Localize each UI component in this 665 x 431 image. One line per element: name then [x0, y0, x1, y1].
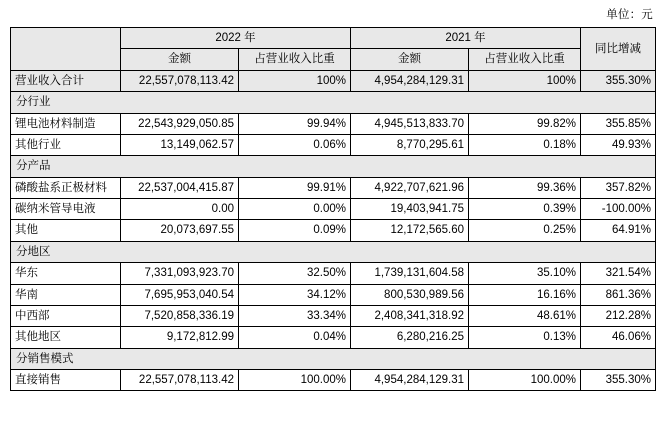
- row-label: 其他地区: [11, 327, 121, 348]
- header-cell-amount-2021: 金额: [351, 49, 469, 70]
- row-label: 中西部: [11, 305, 121, 326]
- table-section-row: [11, 348, 656, 369]
- row-label: 磷酸盐系正极材料: [11, 177, 121, 198]
- row-label: 其他行业: [11, 134, 121, 155]
- cell-ratio-2022: 99.91%: [239, 177, 351, 198]
- table-body: [11, 70, 656, 391]
- table-section-row: [11, 92, 656, 113]
- cell-yoy: 64.91%: [581, 220, 656, 241]
- cell-amount-2022: 22,543,929,050.85: [121, 113, 239, 134]
- cell-amount-2022: 7,695,953,040.54: [121, 284, 239, 305]
- cell-amount-2022: 7,331,093,923.70: [121, 263, 239, 284]
- cell-amount-2022: 22,557,078,113.42: [121, 70, 239, 91]
- cell-ratio-2021: 48.61%: [469, 305, 581, 326]
- cell-ratio-2021: 99.36%: [469, 177, 581, 198]
- cell-ratio-2021: 16.16%: [469, 284, 581, 305]
- cell-amount-2021: 1,739,131,604.58: [351, 263, 469, 284]
- cell-yoy: 355.30%: [581, 70, 656, 91]
- header-cell-ratio-2021: 占营业收入比重: [469, 49, 581, 70]
- cell-amount-2022: 22,557,078,113.42: [121, 370, 239, 391]
- table-row: [11, 113, 656, 134]
- cell-amount-2021: 6,280,216.25: [351, 327, 469, 348]
- cell-yoy: 861.36%: [581, 284, 656, 305]
- cell-ratio-2022: 0.04%: [239, 327, 351, 348]
- unit-note: 单位：元: [606, 9, 653, 21]
- cell-amount-2021: 4,954,284,129.31: [351, 370, 469, 391]
- row-label: 营业收入合计: [11, 70, 121, 91]
- cell-ratio-2022: 0.00%: [239, 199, 351, 220]
- cell-ratio-2021: 0.39%: [469, 199, 581, 220]
- revenue-breakdown-table: [10, 27, 656, 391]
- table-row: [11, 177, 656, 198]
- cell-ratio-2022: 34.12%: [239, 284, 351, 305]
- cell-ratio-2022: 32.50%: [239, 263, 351, 284]
- cell-amount-2022: 9,172,812.99: [121, 327, 239, 348]
- table-row: [11, 70, 656, 91]
- cell-yoy: 357.82%: [581, 177, 656, 198]
- cell-amount-2021: 12,172,565.60: [351, 220, 469, 241]
- cell-ratio-2021: 0.18%: [469, 134, 581, 155]
- section-label: 分行业: [11, 92, 656, 113]
- cell-ratio-2021: 100.00%: [469, 370, 581, 391]
- table-row: [11, 284, 656, 305]
- header-cell-ratio-2022: 占营业收入比重: [239, 49, 351, 70]
- table-row: [11, 263, 656, 284]
- table-section-row: [11, 241, 656, 262]
- cell-yoy: 355.30%: [581, 370, 656, 391]
- cell-amount-2021: 4,954,284,129.31: [351, 70, 469, 91]
- cell-amount-2022: 13,149,062.57: [121, 134, 239, 155]
- cell-ratio-2021: 0.25%: [469, 220, 581, 241]
- cell-ratio-2022: 100%: [239, 70, 351, 91]
- table-row: [11, 134, 656, 155]
- row-label: 直接销售: [11, 370, 121, 391]
- cell-amount-2021: 800,530,989.56: [351, 284, 469, 305]
- header-cell-year-2022: 2022 年: [121, 28, 351, 49]
- header-cell-category: [11, 28, 121, 71]
- cell-yoy: 355.85%: [581, 113, 656, 134]
- table-section-row: [11, 156, 656, 177]
- row-label: 碳纳米管导电液: [11, 199, 121, 220]
- cell-ratio-2021: 0.13%: [469, 327, 581, 348]
- cell-amount-2021: 8,770,295.61: [351, 134, 469, 155]
- cell-amount-2021: 4,922,707,621.96: [351, 177, 469, 198]
- table-row: [11, 305, 656, 326]
- cell-yoy: -100.00%: [581, 199, 656, 220]
- table-row: [11, 327, 656, 348]
- cell-amount-2021: 4,945,513,833.70: [351, 113, 469, 134]
- section-label: 分地区: [11, 241, 656, 262]
- section-label: 分销售模式: [11, 348, 656, 369]
- cell-ratio-2022: 100.00%: [239, 370, 351, 391]
- cell-amount-2021: 19,403,941.75: [351, 199, 469, 220]
- row-label: 华东: [11, 263, 121, 284]
- cell-amount-2022: 20,073,697.55: [121, 220, 239, 241]
- cell-amount-2022: 0.00: [121, 199, 239, 220]
- row-label: 锂电池材料制造: [11, 113, 121, 134]
- cell-yoy: 46.06%: [581, 327, 656, 348]
- cell-yoy: 212.28%: [581, 305, 656, 326]
- cell-amount-2022: 7,520,858,336.19: [121, 305, 239, 326]
- row-label: 其他: [11, 220, 121, 241]
- table-row: [11, 199, 656, 220]
- table-header: [11, 28, 656, 71]
- table-row: [11, 220, 656, 241]
- table-header-row-groups: [11, 28, 656, 49]
- header-cell-amount-2022: 金额: [121, 49, 239, 70]
- cell-ratio-2022: 33.34%: [239, 305, 351, 326]
- header-cell-year-2021: 2021 年: [351, 28, 581, 49]
- cell-ratio-2021: 100%: [469, 70, 581, 91]
- cell-amount-2022: 22,537,004,415.87: [121, 177, 239, 198]
- cell-yoy: 321.54%: [581, 263, 656, 284]
- cell-ratio-2022: 0.06%: [239, 134, 351, 155]
- section-label: 分产品: [11, 156, 656, 177]
- cell-ratio-2022: 99.94%: [239, 113, 351, 134]
- table-row: [11, 370, 656, 391]
- cell-ratio-2022: 0.09%: [239, 220, 351, 241]
- cell-ratio-2021: 99.82%: [469, 113, 581, 134]
- header-cell-yoy: 同比增减: [581, 28, 656, 71]
- row-label: 华南: [11, 284, 121, 305]
- cell-yoy: 49.93%: [581, 134, 656, 155]
- cell-amount-2021: 2,408,341,318.92: [351, 305, 469, 326]
- cell-ratio-2021: 35.10%: [469, 263, 581, 284]
